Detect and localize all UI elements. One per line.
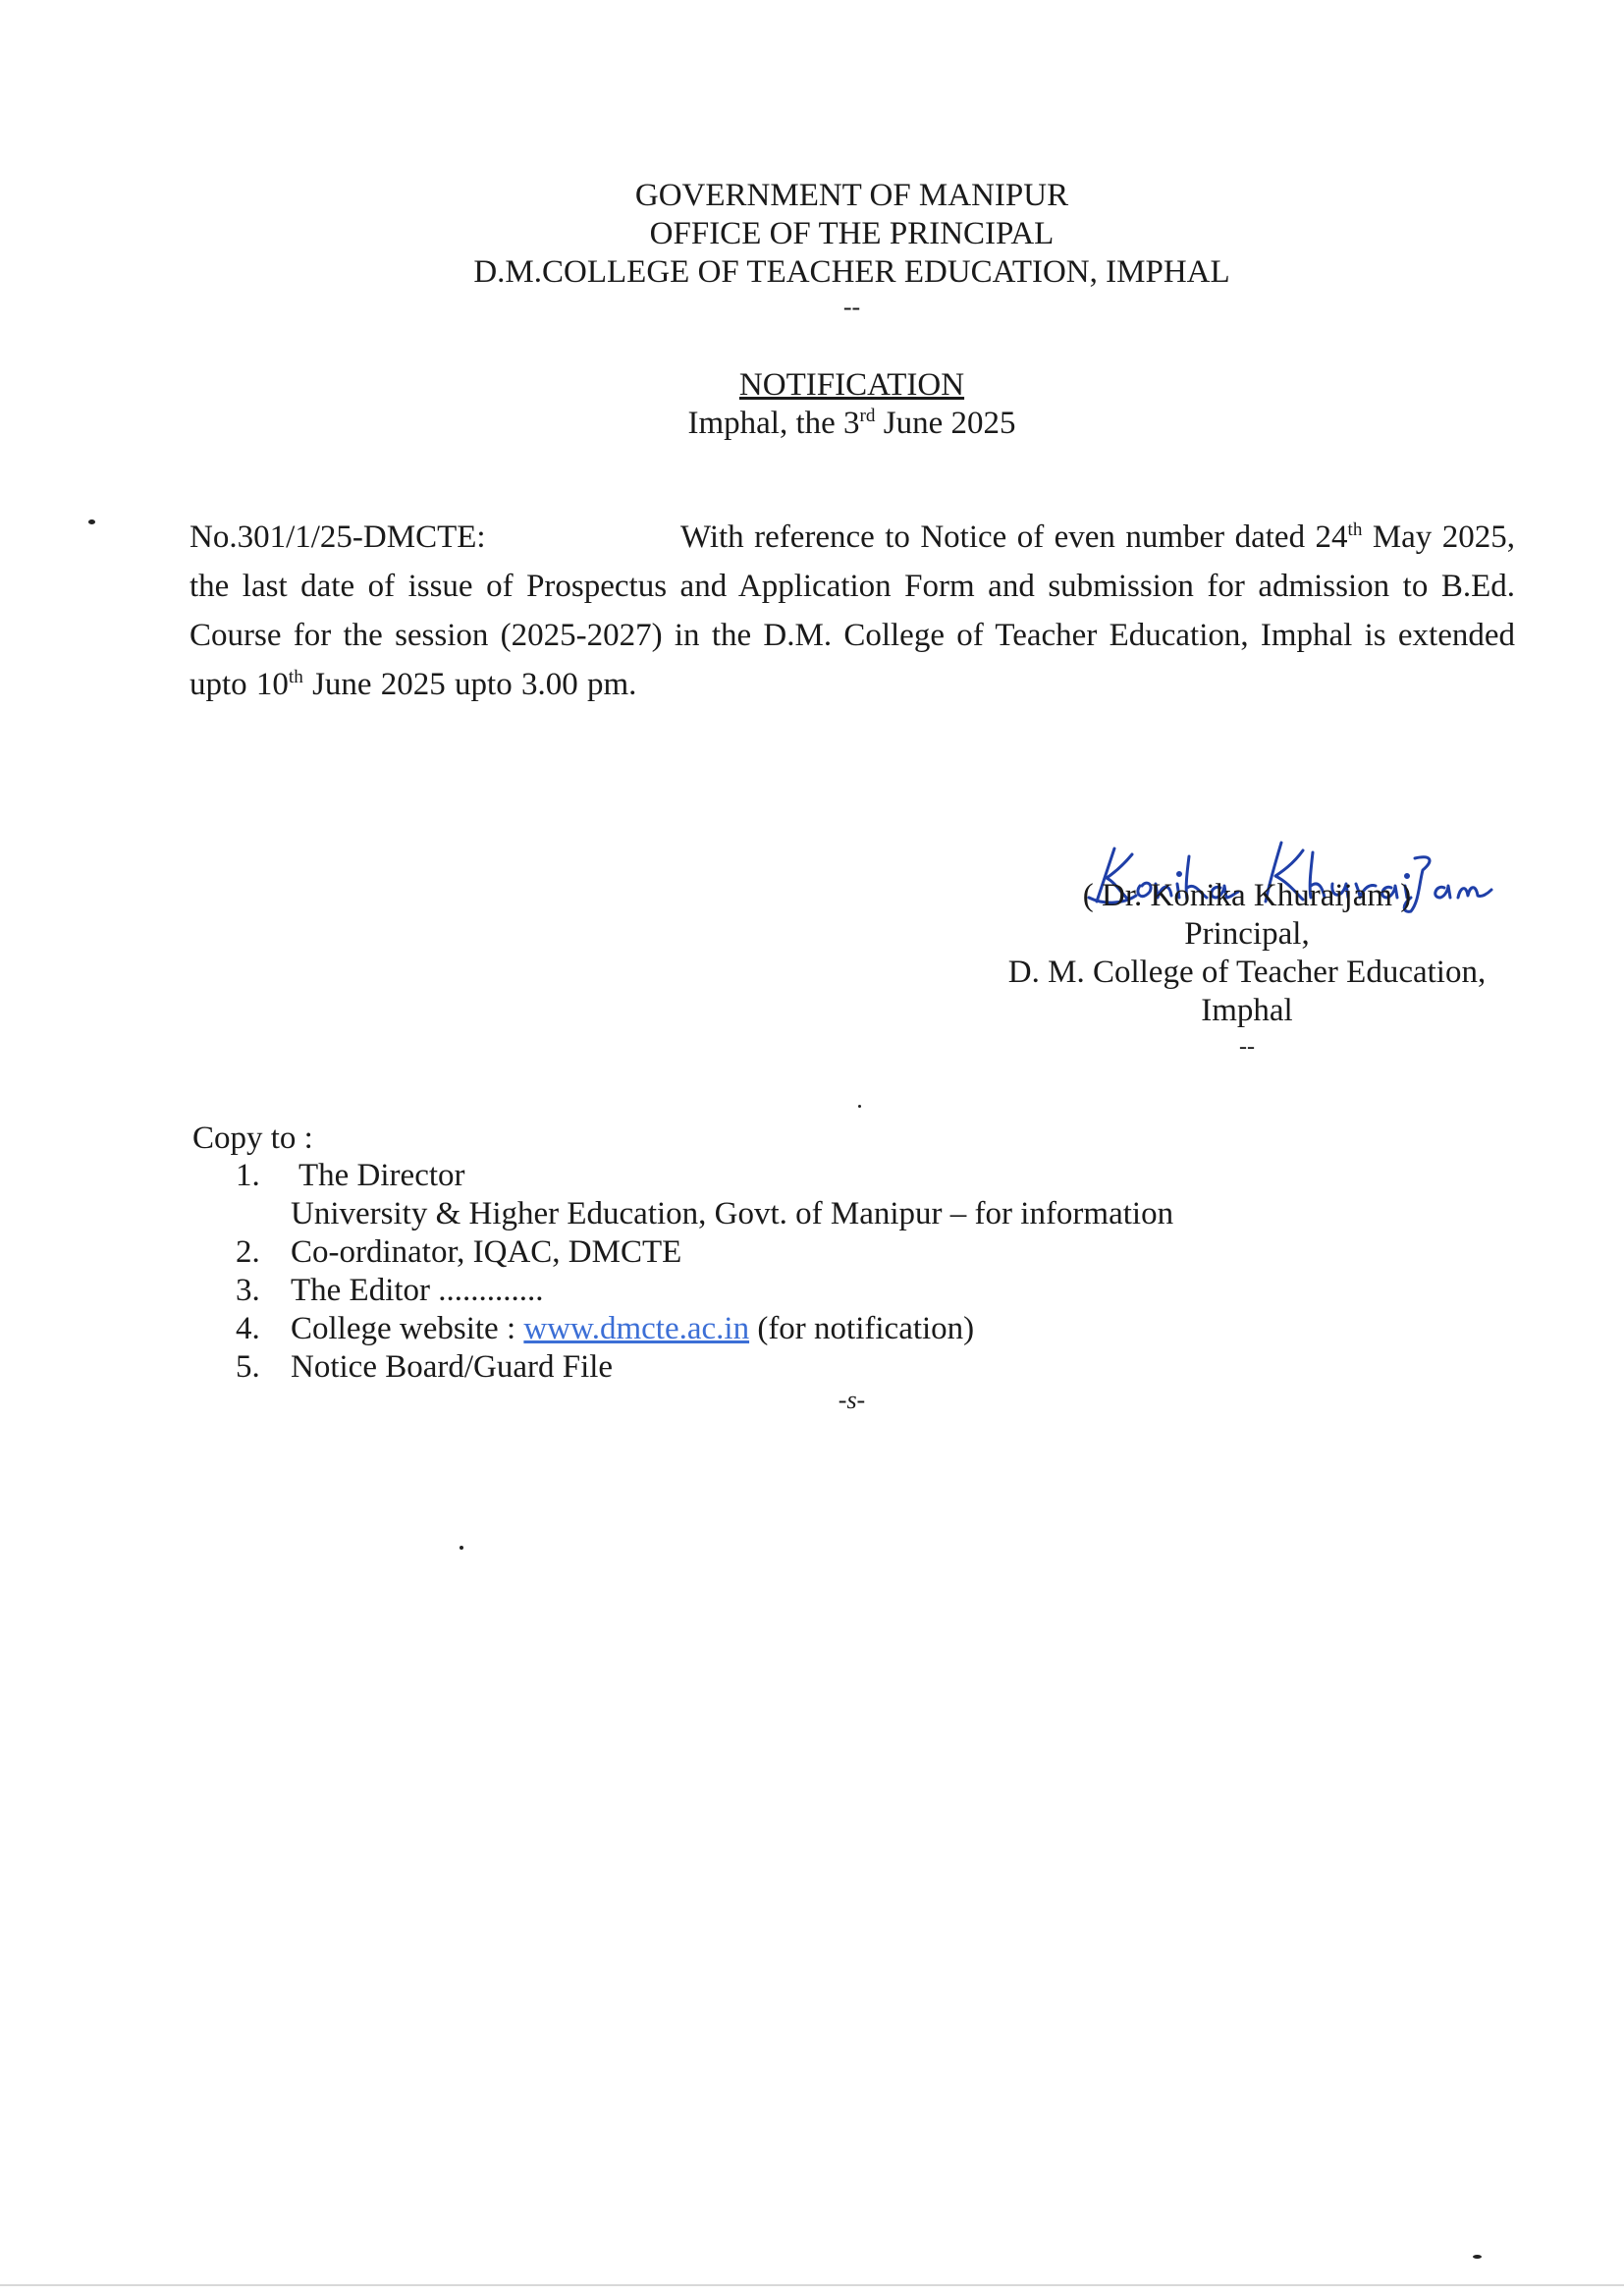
signature-separator: -- [1239, 1034, 1255, 1060]
end-mark: -s- [838, 1386, 866, 1414]
header-office: OFFICE OF THE PRINCIPAL [649, 216, 1055, 251]
college-website-link[interactable]: www.dmcte.ac.in [523, 1311, 750, 1346]
copy-to-label: Copy to : [192, 1121, 313, 1156]
notification-body: No.301/1/25-DMCTE: With reference to Notice of even number dated 24th May 2025, the last date of issue of Prospectus and Application Form and submission for admission to B.Ed. Course for the session (2025-2027) in the D.M. College of Teacher Education, Imphal is extended upto 10th June 2025 upto 3.00 pm. [189, 513, 1515, 709]
list-item: 5. Notice Board/Guard File [236, 1349, 614, 1385]
signatory-institution: D. M. College of Teacher Education, [1007, 955, 1487, 990]
list-item: University & Higher Education, Govt. of Manipur – for information [291, 1196, 1174, 1231]
list-item: 1. The Director [236, 1158, 465, 1193]
scan-speck [460, 1546, 463, 1550]
list-item: 3. The Editor ............. [236, 1273, 544, 1308]
notification-title: NOTIFICATION [738, 367, 965, 403]
scan-speck [88, 519, 95, 524]
reference-number: No.301/1/25-DMCTE: [189, 519, 486, 555]
scan-edge [0, 2284, 1624, 2286]
scan-speck [858, 1105, 861, 1108]
header-government: GOVERNMENT OF MANIPUR [634, 178, 1069, 213]
list-item: 4. College website : www.dmcte.ac.in (for notification) [236, 1311, 975, 1346]
header-college: D.M.COLLEGE OF TEACHER EDUCATION, IMPHAL [473, 254, 1230, 290]
signatory-designation: Principal, [1184, 916, 1310, 952]
copy-to-list [236, 1157, 1173, 1387]
signatory-place: Imphal [1201, 993, 1293, 1028]
signatory-name: ( Dr. Konika Khuraijam ) [1082, 878, 1412, 913]
notification-date: Imphal, the 3rd June 2025 [687, 406, 1016, 441]
header-separator: -- [842, 293, 861, 321]
list-item: 2. Co-ordinator, IQAC, DMCTE [236, 1234, 682, 1270]
scan-speck [1473, 2255, 1482, 2259]
